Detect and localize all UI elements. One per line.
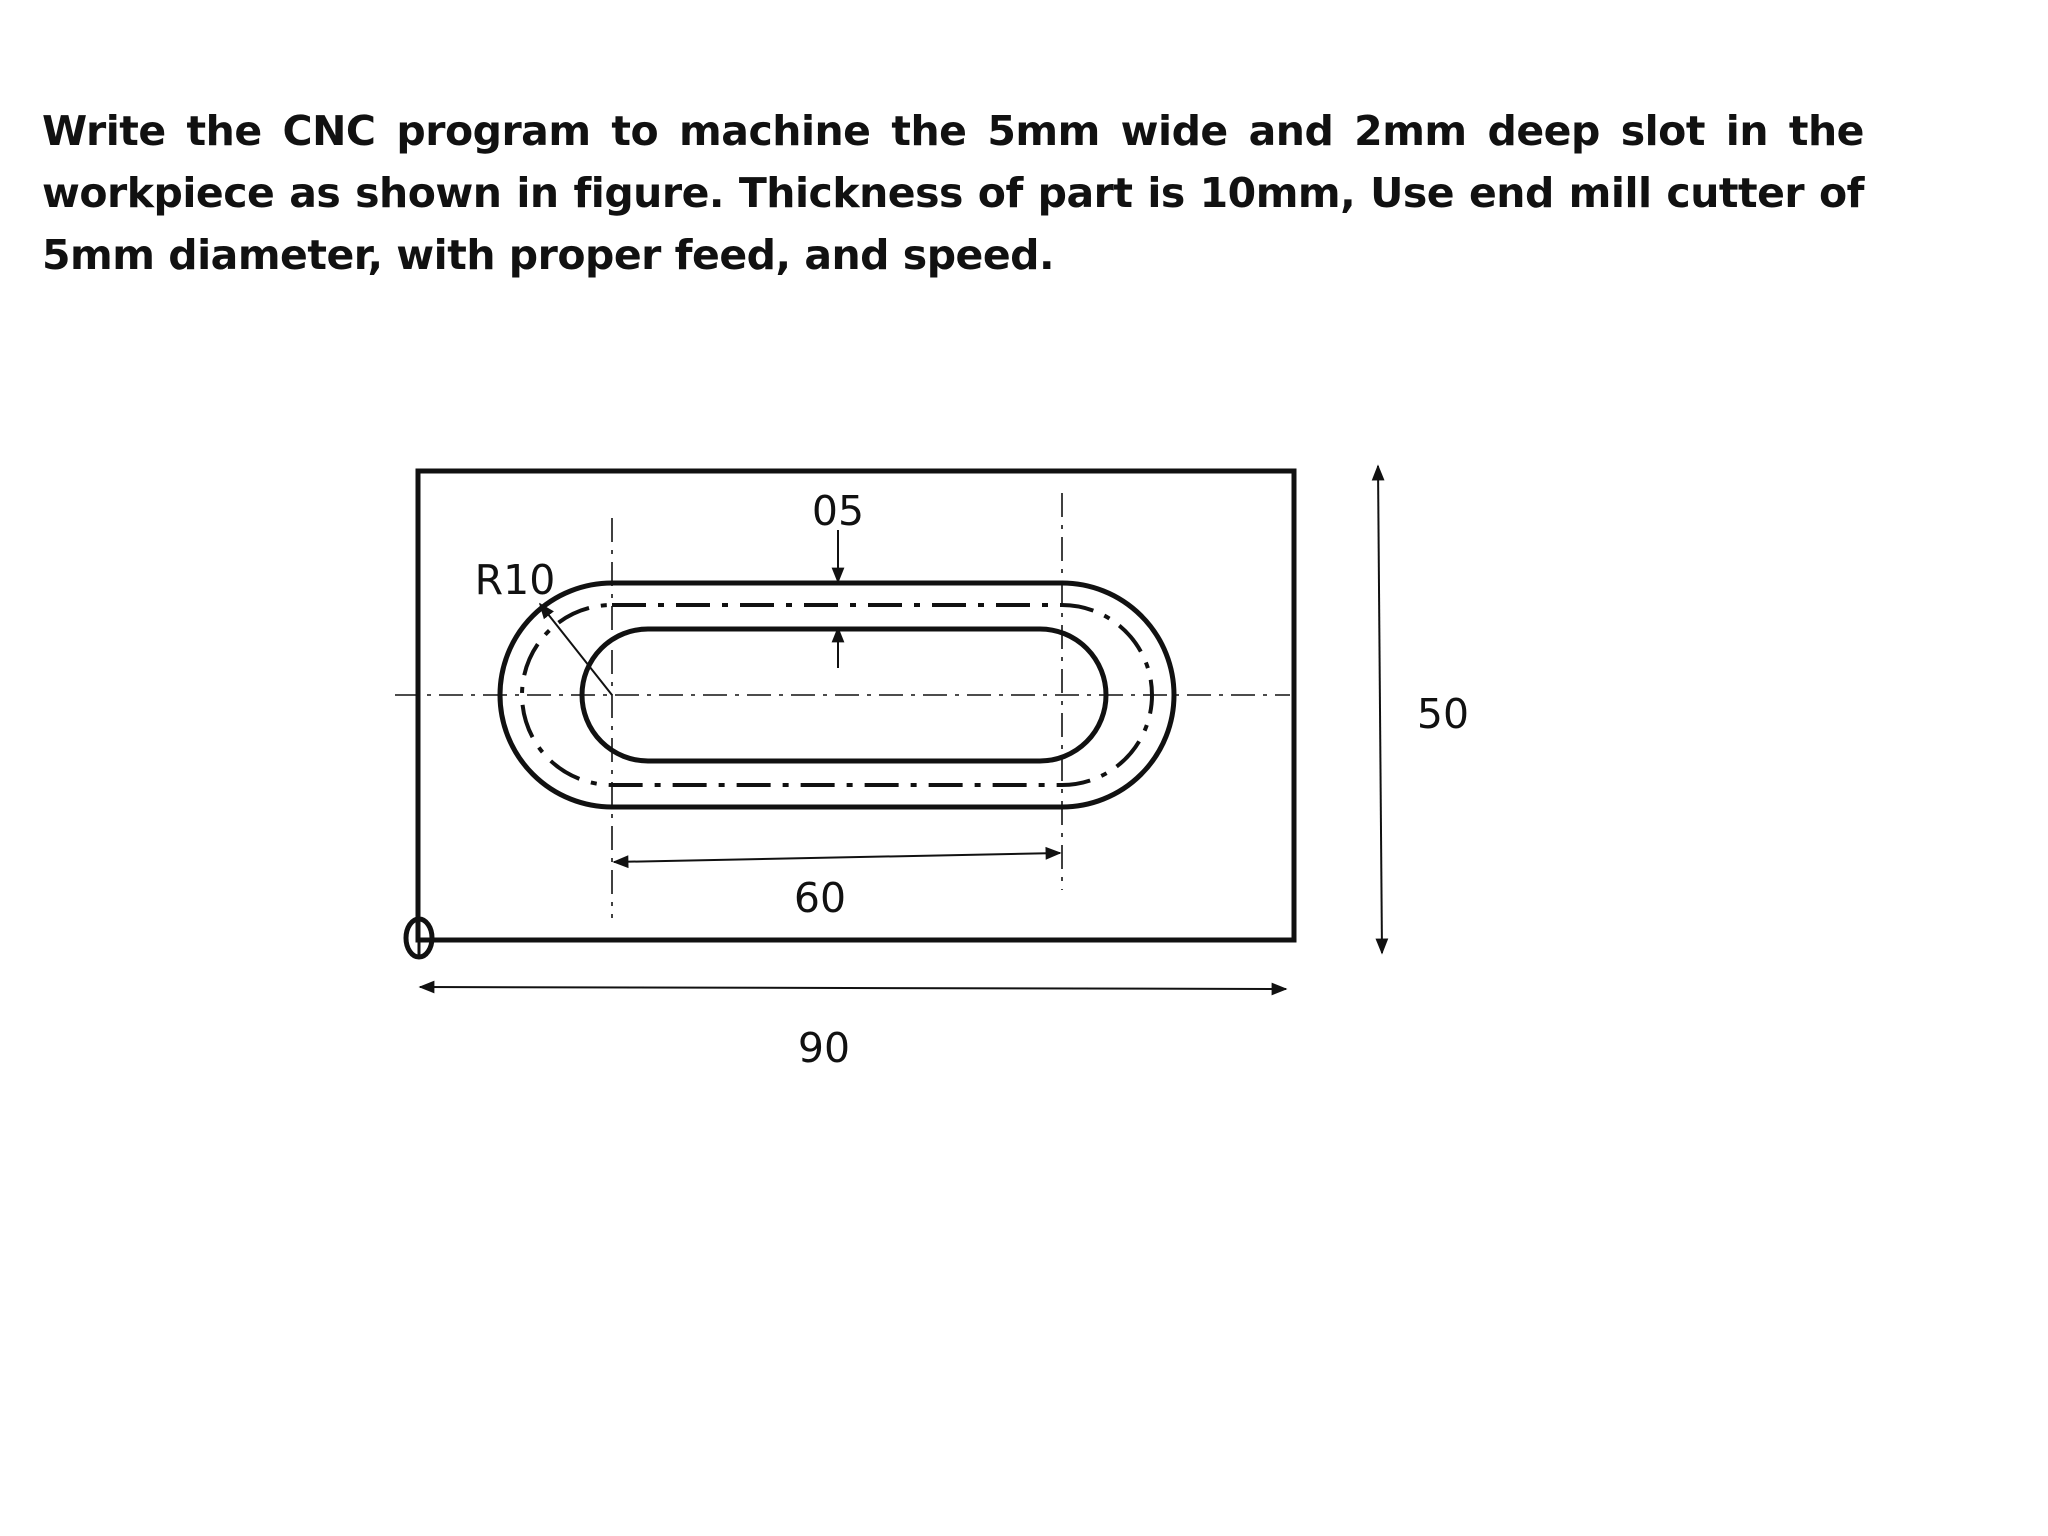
radius-label: R10 (474, 556, 556, 604)
problem-line-1: Write the CNC program to machine the 5mm wide and 2mm deep slot in the (42, 107, 1864, 155)
center-distance-label: 60 (793, 874, 847, 922)
problem-line-3: 5mm diameter, with proper feed, and speed. (42, 231, 1055, 279)
slot-width-label: 05 (811, 487, 865, 535)
center-distance-dimension (614, 853, 1060, 862)
problem-line-2: workpiece as shown in figure. Thickness of part is 10mm, Use end mill cutter of (42, 169, 1864, 217)
workpiece-outline (418, 471, 1294, 940)
length-label: 90 (797, 1024, 851, 1072)
height-label: 50 (1416, 690, 1470, 738)
length-dimension (420, 987, 1286, 989)
height-dimension (1378, 466, 1382, 953)
